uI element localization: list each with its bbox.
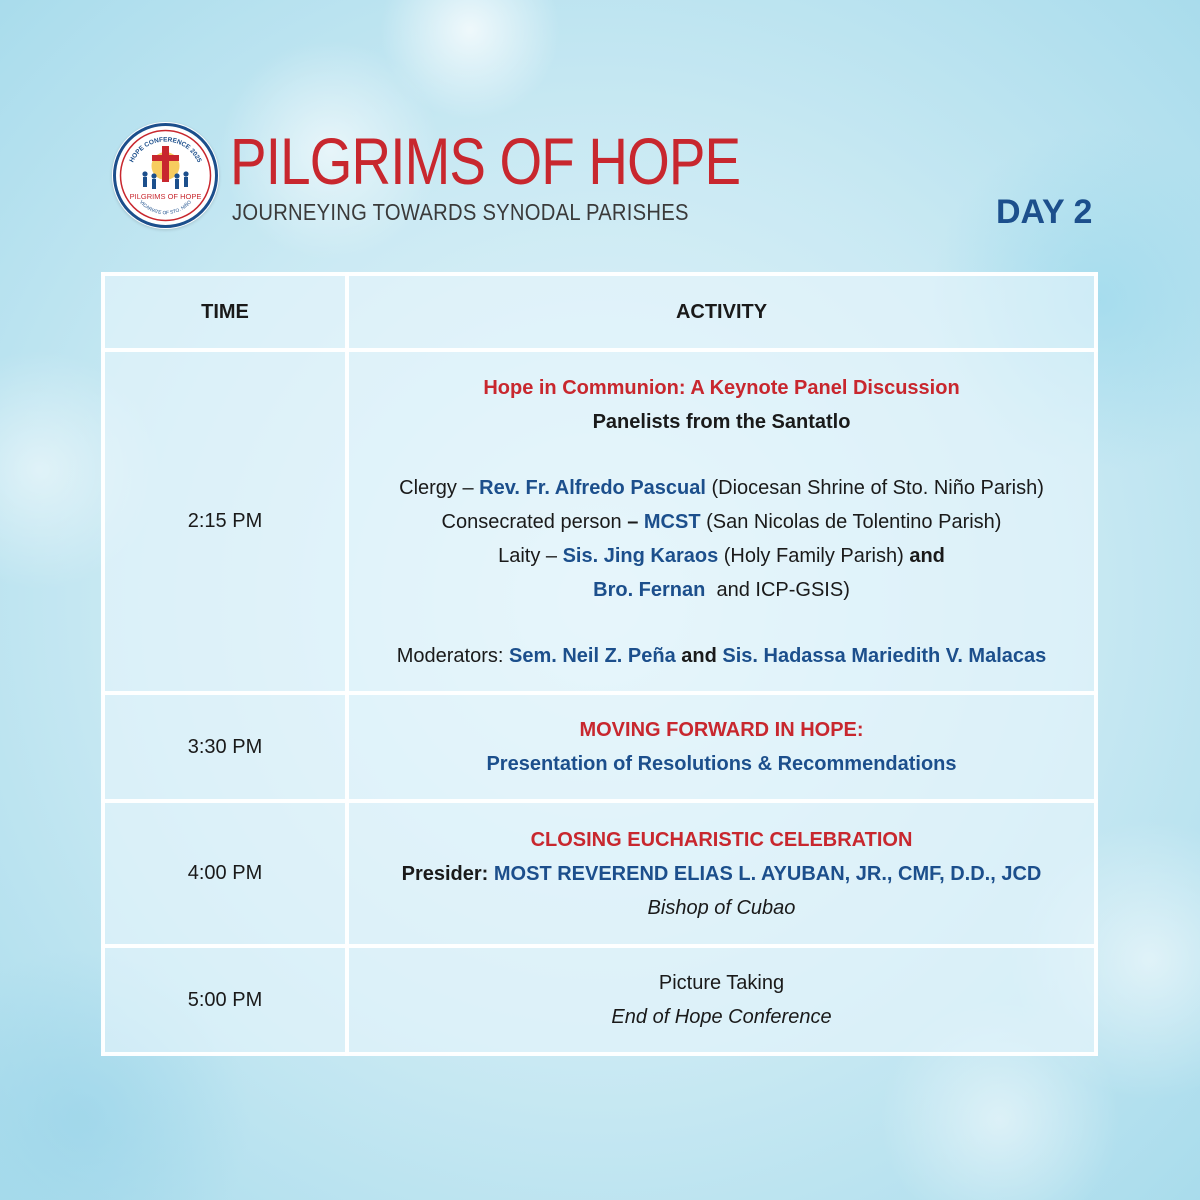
table-header-row [103, 274, 1096, 350]
laity-and: and [909, 544, 945, 567]
time-cell: 5:00 PM [103, 946, 347, 1054]
activity-cell [347, 693, 1096, 801]
consecrated-dash: – [627, 510, 644, 533]
time-column-header: TIME [103, 274, 347, 350]
table-row [103, 801, 1096, 946]
clergy-parish: (Diocesan Shrine of Sto. Niño Parish) [705, 476, 1044, 499]
bro-name: Bro. Fernan [593, 578, 706, 601]
activity-subtitle: End of Hope Conference [611, 1006, 832, 1028]
bro-line [349, 573, 1094, 607]
laity-parish: (Holy Family Parish) [718, 544, 910, 567]
moderator-1: Sem. Neil Z. Peña [508, 644, 676, 667]
moderator-and: and [675, 644, 723, 667]
presider-line [349, 857, 1094, 891]
laity-label: Laity – [498, 544, 563, 567]
activity-subtitle: Presentation of Resolutions & Recommendations [486, 753, 957, 775]
clergy-name: Rev. Fr. Alfredo Pascual [479, 476, 706, 499]
logo-bottom-text: VICARIATE OF STO. NIÑO [138, 200, 193, 217]
consecrated-label: Consecrated person [441, 510, 628, 533]
presider-name: MOST REVEREND ELIAS L. AYUBAN, JR., CMF, D.D., JCD [493, 862, 1042, 885]
conference-logo [112, 122, 219, 229]
laity-name: Sis. Jing Karaos [562, 544, 719, 567]
presider-label: Presider: [401, 862, 494, 885]
spacer [349, 607, 1094, 639]
consecrated-parish: (San Nicolas de Tolentino Parish) [700, 510, 1002, 533]
consecrated-line [349, 505, 1094, 539]
table-row [103, 946, 1096, 1054]
activity-title: CLOSING EUCHARISTIC CELEBRATION [530, 828, 913, 851]
laity-line [349, 539, 1094, 573]
spacer [349, 439, 1094, 471]
schedule-table [101, 272, 1098, 1056]
header [112, 122, 741, 232]
activity-title: MOVING FORWARD IN HOPE: [579, 719, 864, 741]
bro-parish: and ICP-GSIS) [705, 578, 850, 601]
page-title: PILGRIMS OF HOPE [230, 124, 741, 198]
time-cell: 3:30 PM [103, 693, 347, 801]
time-cell: 2:15 PM [103, 350, 347, 693]
logo-center-text: PILGRIMS OF HOPE [129, 192, 202, 201]
table-row [103, 693, 1096, 801]
clergy-line [349, 471, 1094, 505]
activity-cell [347, 946, 1096, 1054]
activity-cell [347, 801, 1096, 946]
activity-subtitle: Panelists from the Santatlo [592, 410, 851, 433]
logo-top-text: HOPE CONFERENCE 2025 [128, 136, 203, 164]
activity-cell [347, 350, 1096, 693]
table-row [103, 350, 1096, 693]
day-label: DAY 2 [996, 193, 1093, 231]
presider-role: Bishop of Cubao [647, 896, 796, 919]
moderators-label: Moderators: [396, 644, 509, 667]
moderators-line [349, 639, 1094, 673]
consecrated-name: MCST [643, 510, 701, 533]
clergy-label: Clergy – [399, 476, 480, 499]
activity-column-header: ACTIVITY [347, 274, 1096, 350]
conference-logo-icon [112, 122, 219, 229]
activity-title: Hope in Communion: A Keynote Panel Discussion [483, 376, 960, 399]
page-subtitle: JOURNEYING TOWARDS SYNODAL PARISHES [232, 199, 689, 225]
activity-title: Picture Taking [658, 972, 785, 994]
moderator-2: Sis. Hadassa Mariedith V. Malacas [722, 644, 1047, 667]
time-cell: 4:00 PM [103, 801, 347, 946]
